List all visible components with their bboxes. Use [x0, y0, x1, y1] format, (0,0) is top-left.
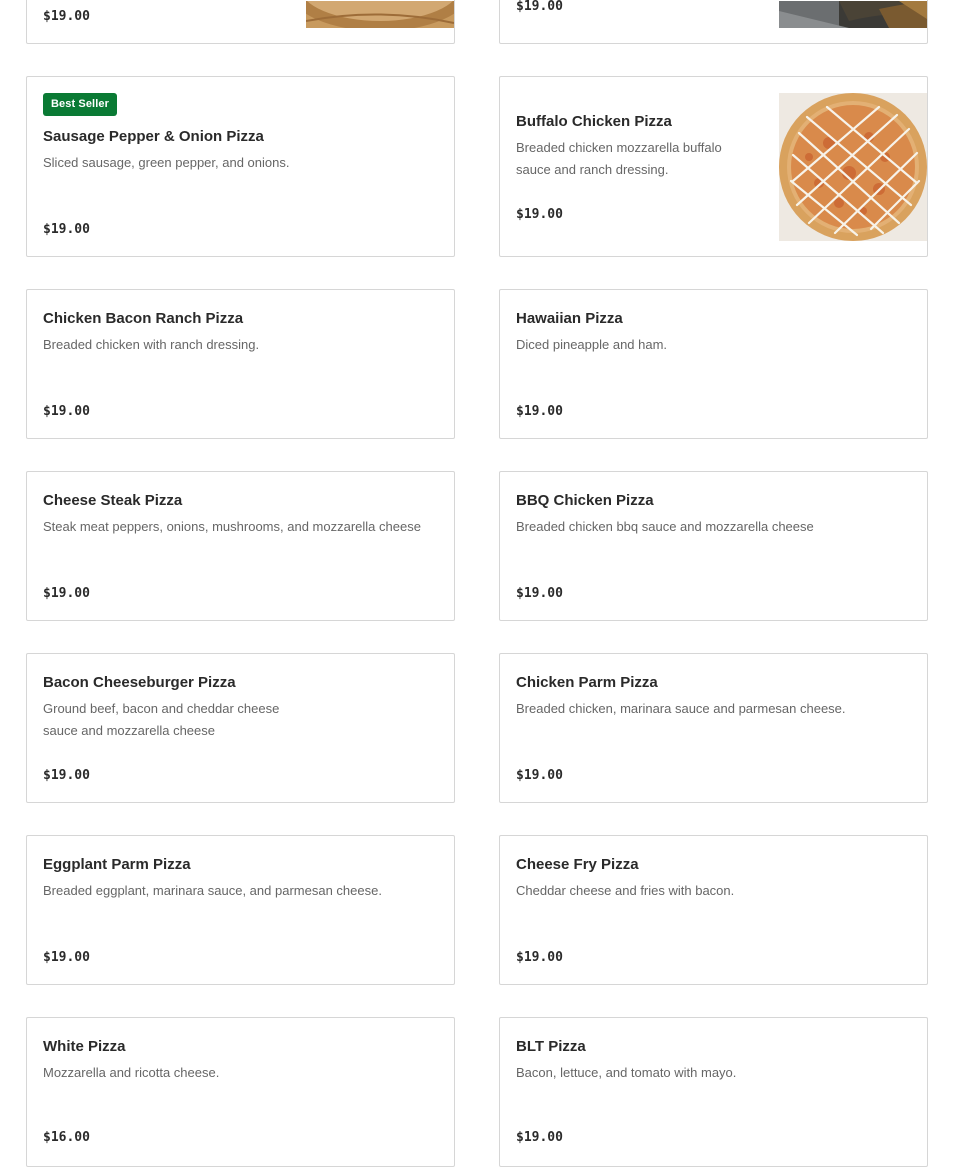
item-price: $19.00: [516, 950, 563, 965]
item-description: Breaded chicken mozzarella buffalo sauce and ranch dressing.: [516, 140, 722, 177]
item-name: Bacon Cheeseburger Pizza: [43, 674, 236, 691]
item-name: Sausage Pepper & Onion Pizza: [43, 128, 264, 145]
menu-item-card[interactable]: [26, 289, 455, 439]
item-description: Cheddar cheese and fries with bacon.: [516, 883, 735, 898]
item-price: $19.00: [43, 9, 90, 24]
item-name: BBQ Chicken Pizza: [516, 492, 654, 509]
item-description: Sliced sausage, green pepper, and onions.: [43, 155, 290, 170]
item-name: Chicken Parm Pizza: [516, 674, 658, 691]
best-seller-badge: Best Seller: [43, 93, 117, 116]
menu-item-card[interactable]: [499, 471, 928, 621]
menu-item-card[interactable]: [26, 1017, 455, 1167]
item-name: Chicken Bacon Ranch Pizza: [43, 310, 244, 327]
item-name: BLT Pizza: [516, 1038, 586, 1055]
menu-item-card[interactable]: [26, 0, 455, 44]
item-description: Mozzarella and ricotta cheese.: [43, 1065, 220, 1080]
menu-item-card[interactable]: [499, 1017, 928, 1167]
item-price: $19.00: [43, 404, 90, 419]
item-name: Cheese Fry Pizza: [516, 856, 639, 873]
menu-item-card[interactable]: [26, 835, 455, 985]
menu-item-card[interactable]: [499, 653, 928, 803]
item-name: White Pizza: [43, 1038, 126, 1055]
item-price: $19.00: [516, 768, 563, 783]
item-price: $19.00: [516, 1130, 563, 1145]
item-description: Bacon, lettuce, and tomato with mayo.: [516, 1065, 737, 1080]
menu-item-card[interactable]: [499, 835, 928, 985]
item-name: Hawaiian Pizza: [516, 310, 623, 327]
menu-item-card[interactable]: [26, 76, 455, 257]
item-photo: [306, 1, 454, 28]
item-price: $19.00: [43, 950, 90, 965]
item-description: Breaded chicken bbq sauce and mozzarella cheese: [516, 519, 814, 534]
item-description: Diced pineapple and ham.: [516, 337, 668, 352]
item-price: $19.00: [516, 207, 563, 222]
buffalo-chicken-pizza-photo: [779, 93, 927, 241]
item-description: Breaded chicken with ranch dressing.: [43, 337, 260, 352]
item-price: $19.00: [516, 404, 563, 419]
menu-item-card[interactable]: [26, 471, 455, 621]
item-price: $16.00: [43, 1130, 90, 1145]
item-price: $19.00: [516, 0, 563, 14]
menu-item-card[interactable]: [26, 653, 455, 803]
menu-item-card[interactable]: [499, 0, 928, 44]
item-name: Buffalo Chicken Pizza: [516, 113, 672, 130]
item-description: Breaded eggplant, marinara sauce, and parmesan cheese.: [43, 883, 382, 898]
menu-item-card[interactable]: [499, 76, 928, 257]
item-description: Ground beef, bacon and cheddar cheese sauce and mozzarella cheese: [43, 701, 280, 738]
item-price: $19.00: [43, 768, 90, 783]
item-photo: [779, 1, 927, 28]
item-description: Breaded chicken, marinara sauce and parmesan cheese.: [516, 701, 846, 716]
menu-item-card[interactable]: [499, 289, 928, 439]
item-name: Cheese Steak Pizza: [43, 492, 183, 509]
item-price: $19.00: [516, 586, 563, 601]
item-description: Steak meat peppers, onions, mushrooms, and mozzarella cheese: [43, 519, 421, 534]
item-price: $19.00: [43, 222, 90, 237]
item-price: $19.00: [43, 586, 90, 601]
item-name: Eggplant Parm Pizza: [43, 856, 191, 873]
